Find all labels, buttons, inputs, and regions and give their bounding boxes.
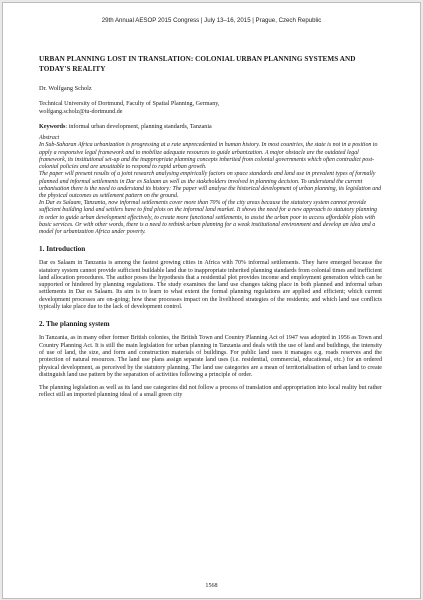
planning-system-paragraph-1: In Tanzania, as in many other former British colonies, the British Town and Country Planning Act of 1947 was adopted in 1956 as Town and Country Planning Act. It is still the main legislation for urban planning in Tanzania and deals with the use of land and buildings, the intensity of use of land, the size, and form and construction materials of buildings. For public land uses it manages e.g. roads reserves and the protection of natural resources. The land use plans assign separate land uses (i.e. residential, commercial, educational, etc.) for an ordered physical development, as perceived by the statutory planning. The land use categories are a mean of territorialisation of urban land to create distinguish land use pattern by the separation of activities following a principle of order. xyxy=(39,335,382,378)
keywords-line xyxy=(39,123,382,131)
page-number: 1568 xyxy=(205,583,218,589)
section-heading-introduction: 1. Introduction xyxy=(39,245,86,254)
abstract-label: Abstract xyxy=(39,135,60,142)
author-email[interactable]: wolfgang.scholz@tu-dortmund.de xyxy=(39,108,123,115)
paper-title: URBAN PLANNING LOST IN TRANSLATION: COLONIAL URBAN PLANNING SYSTEMS AND TODAY'S REALITY xyxy=(39,55,356,73)
introduction-paragraph: Dar es Salaam in Tanzania is among the fastest growing cities in Africa with 70% informal settlements. They have emerged because the statutory system cannot provide sufficient buildable land due to inappropriate inherited planning standards from colonial times and inefficient land allocation procedures. The author poses the hypothesis that a residential plot provides income and employment generation which can be supported or hindered by planning regulations. The study examines the land use changes taking place in both planned and informal urban settlements in Dar es Salaam. Its aim is to learn to what extent the formal planning regulations are applied and efficient; which current development processes are on-going; how these processes impact on the livelihood strategies of the residents; and which land use conflicts typically take place due to the lack of development control. xyxy=(39,260,382,311)
keywords-text: : informal urban development, planning standards, Tanzania xyxy=(65,124,212,131)
abstract-paragraph-1: In Sub-Saharan Africa urbanization is progressing at a rate unprecedented in human history. In most countries, the state is not in a position to apply a responsive legal framework and to mobilize adequate resources to guide urbanization. A major obstacle are the outdated legal framework, its institutional set-up and the inappropriate planning concepts inherited from colonial governments which often contradict post-colonial policies and are unsuitable to respond to rapid urban growth. xyxy=(39,142,378,171)
abstract-paragraph-2: The paper will present results of a joint research analysing empirically factors on space standards and land use in prevalent types of formally planned and informal settlements in Dar es Salaam as well as the stakeholders involved in planning decision. To understand the current urbanisation there is the need to understand its history: The paper will analyse the historical development of urban planning, its legislation and the physical outcomes as settlement pattern on the ground. xyxy=(39,171,382,199)
paper-page xyxy=(2,2,421,599)
section-heading-planning-system: 2. The planning system xyxy=(39,320,110,329)
planning-system-paragraph-2: The planning legislation as well as its land use categories did not follow a process of translation and appropriation into local reality but rather reflect still an imported planning ideal of a small green city xyxy=(39,385,382,399)
abstract xyxy=(39,135,382,236)
keywords-label: Keywords xyxy=(39,124,66,131)
page-content xyxy=(39,55,382,400)
author-name: Dr. Wolfgang Scholz xyxy=(39,85,92,92)
author-affiliation: Technical University of Dortmund, Faculty of Spatial Planning, Germany, xyxy=(39,101,220,107)
abstract-paragraph-3: In Dar es Salaam, Tanzania, now informal settlements cover more than 70% of the city areas because the statutory system cannot provide sufficient building land and settlers have to find plots on the informal land market. It shows the need for a new approach to statutory planning in order to guide urban development effectively, to create more functional settlements, to assist the urban poor to access affordable plots with basic services. Or with other words, there is a need to rethink urban planning for a weak institutional environment and develop an idea and a model for urbanization Africa under poverty. xyxy=(39,200,378,236)
running-header: 29th Annual AESOP 2015 Congress | July 13–16, 2015 | Prague, Czech Republic xyxy=(101,17,322,24)
